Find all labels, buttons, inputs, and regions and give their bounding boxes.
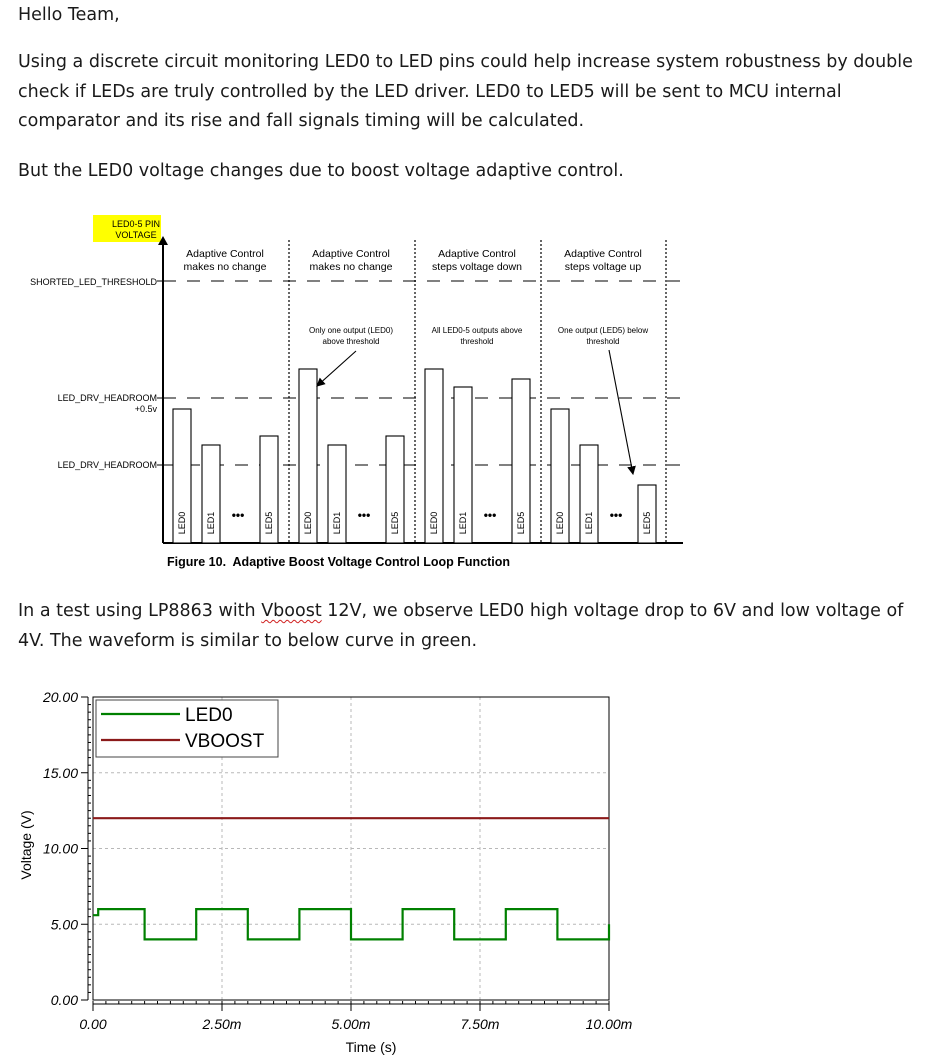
y-axis-title-line: VOLTAGE (115, 230, 157, 240)
y-tick-label: 20.00 (42, 689, 78, 705)
bar-label: LED0 (429, 511, 439, 535)
panel-title-line: steps voltage down (432, 261, 522, 273)
email-greeting: Hello Team, (18, 5, 120, 25)
bar-label: LED1 (332, 511, 342, 535)
bar-label: LED5 (516, 511, 526, 535)
bar-label: LED0 (177, 511, 187, 535)
para3-text-after: 12V, we observe LED0 high voltage drop to 6V and low voltage of 4V. The waveform is similar to below curve in green. (18, 601, 904, 651)
x-axis-title: Time (s) (345, 1039, 397, 1055)
y-axis-title: Voltage (V) (18, 810, 34, 880)
ellipsis-icon: ••• (231, 508, 245, 522)
x-tick-label: 5.00m (331, 1016, 371, 1032)
email-paragraph-1: Using a discrete circuit monitoring LED0 to LED pins could help increase system robustness by double check if LEDs are truly controlled by the LED driver. LED0 to LED5 will be sent to MCU internal comparator and its rise and fall signals timing will be calculated. (18, 52, 913, 131)
panel-title-line: Adaptive Control (564, 248, 642, 260)
x-tick-label: 2.50m (202, 1016, 242, 1032)
bar-label: LED1 (458, 511, 468, 535)
panel-title-line: Adaptive Control (312, 248, 390, 260)
x-tick-label: 7.50m (460, 1016, 500, 1032)
y-tick-label: 15.00 (42, 764, 78, 781)
panel-title-line: Adaptive Control (438, 248, 516, 260)
ellipsis-icon: ••• (483, 508, 497, 522)
bar-label: LED5 (390, 511, 400, 535)
spelling-flagged-word[interactable]: Vboost (261, 601, 322, 621)
bar-label: LED5 (642, 511, 652, 535)
panel-title-line: makes no change (309, 261, 393, 273)
headroom-label: LED_DRV_HEADROOM (57, 460, 157, 470)
x-tick-label: 0.00 (79, 1016, 107, 1032)
headroom-plus-label: LED_DRV_HEADROOM (57, 393, 157, 403)
bar-label: LED0 (303, 511, 313, 535)
bar-label: LED1 (206, 511, 216, 535)
panel-note-line: above threshold (322, 337, 380, 346)
ellipsis-icon: ••• (357, 508, 371, 522)
email-paragraph-2: But the LED0 voltage changes due to boost voltage adaptive control. (18, 161, 624, 181)
panel-title-line: steps voltage up (564, 261, 642, 273)
panel-title-line: Adaptive Control (186, 248, 264, 260)
bar-label: LED0 (555, 511, 565, 535)
bar-label: LED1 (584, 511, 594, 535)
ellipsis-icon: ••• (609, 508, 623, 522)
figure-caption: Figure 10. Adaptive Boost Voltage Control Loop Function (167, 555, 511, 569)
headroom-plus-offset-label: +0.5v (134, 404, 157, 414)
para3-text-before: In a test using LP8863 with (18, 601, 262, 621)
y-axis-title-line: LED0-5 PIN (111, 219, 161, 229)
panel-note-line: One output (LED5) below (557, 326, 649, 335)
bar-label: LED5 (264, 511, 274, 535)
panel-note-line: Only one output (LED0) (308, 326, 394, 335)
legend-label: LED0 (185, 705, 233, 726)
y-tick-label: 0.00 (50, 992, 78, 1008)
shorted-threshold-label: SHORTED_LED_THRESHOLD (30, 277, 157, 287)
panel-note-line: threshold (586, 337, 620, 346)
panel-note-line: All LED0-5 outputs above (431, 326, 523, 335)
y-tick-label: 10.00 (42, 840, 78, 857)
panel-note-line: threshold (460, 337, 494, 346)
panel-title-line: makes no change (183, 261, 267, 273)
x-tick-label: 10.00m (585, 1016, 633, 1032)
chart-legend (96, 700, 278, 757)
legend-label: VBOOST (185, 731, 265, 752)
y-tick-label: 5.00 (50, 916, 78, 933)
